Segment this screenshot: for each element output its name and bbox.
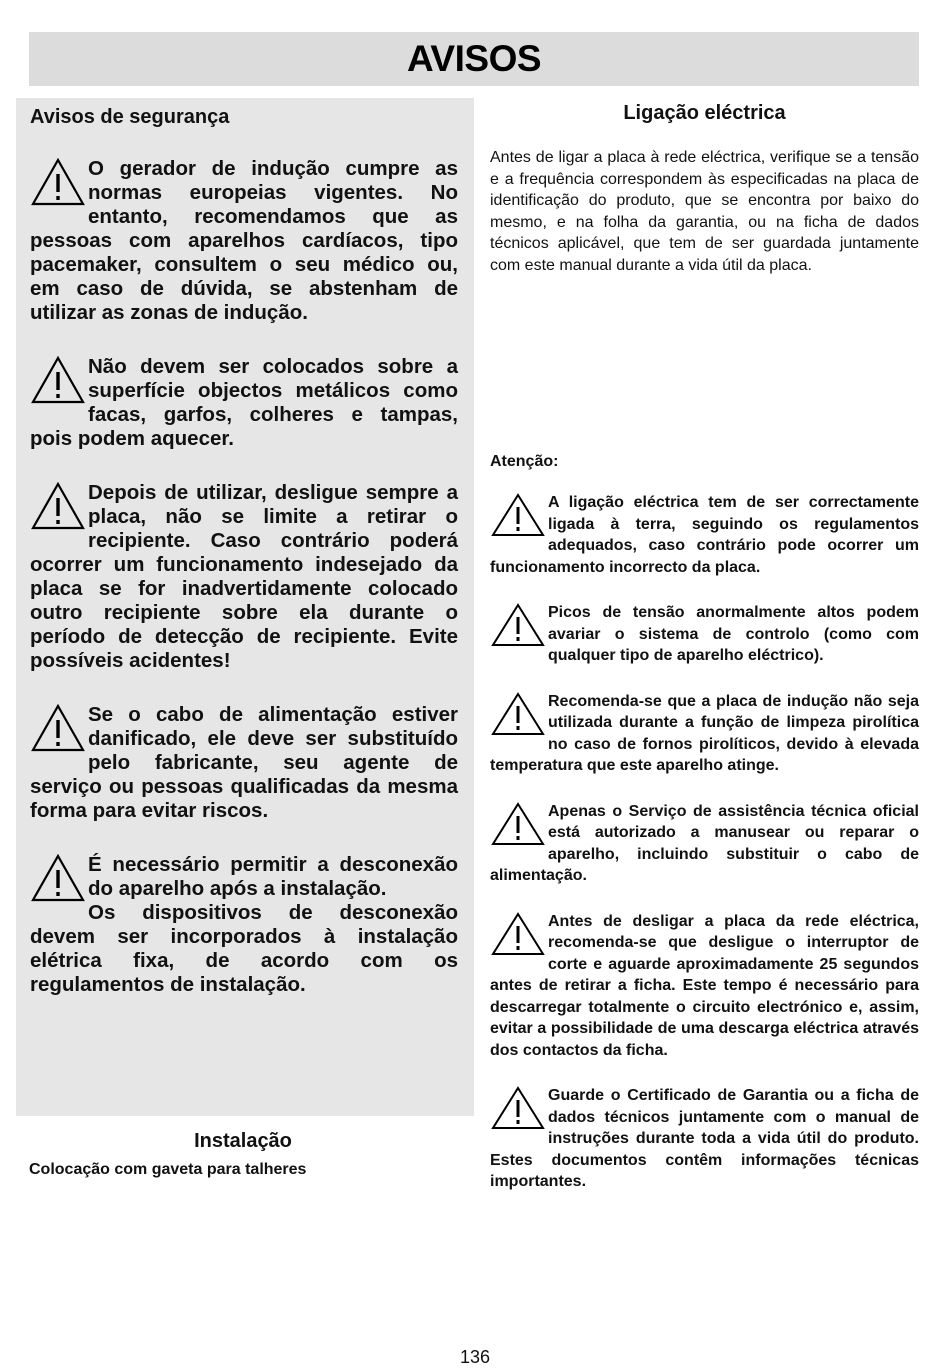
warning-triangle-icon	[490, 602, 546, 648]
warning-triangle-icon	[490, 492, 546, 538]
electrical-warning-5-text: Antes de desligar a placa da rede eléctrica, recomenda-se que desligue o interruptor de corte e aguarde aproximadamente 25 segundos antes de retirar a ficha. Este tempo é necessário para descarregar totalmente o circuito electrónico e, assim, evitar a possibilidade de uma descarga eléctrica através dos contactos da ficha.	[490, 912, 919, 1059]
electrical-warning-1-text: A ligação eléctrica tem de ser correctamente ligada à terra, seguindo os regulamentos adequados, caso contrário pode ocorrer um funcionamento incorrecto da placa.	[490, 494, 919, 576]
safety-warnings-title: Avisos de segurança	[30, 106, 230, 128]
installation-section	[29, 1130, 457, 1179]
safety-warnings-content	[30, 106, 458, 997]
safety-warning-4	[30, 703, 458, 823]
electrical-warning-2	[490, 602, 919, 667]
safety-warning-4-text: Se o cabo de alimentação estiver danificado, ele deve ser substituído pelo fabricante, seu agente de serviço ou pessoas qualificadas da mesma forma para evitar riscos.	[30, 703, 458, 822]
safety-warning-5	[30, 853, 458, 997]
electrical-warning-5	[490, 911, 919, 1062]
warning-triangle-icon	[490, 691, 546, 737]
electrical-warnings	[490, 492, 919, 1217]
electrical-warning-6	[490, 1085, 919, 1193]
warning-triangle-icon	[490, 1085, 546, 1131]
installation-subtitle: Colocação com gaveta para talheres	[29, 1161, 307, 1178]
electrical-warning-2-text: Picos de tensão anormalmente altos podem avariar o sistema de controlo (como com qualquer tipo de aparelho eléctrico).	[548, 604, 919, 664]
warning-triangle-icon	[30, 853, 86, 903]
electrical-connection-title: Ligação eléctrica	[623, 102, 786, 124]
safety-warning-1	[30, 157, 458, 325]
electrical-warning-3-text: Recomenda-se que a placa de indução não seja utilizada durante a função de limpeza pirolítica no caso de fornos pirolíticos, devido à elevada temperatura que este aparelho atinge.	[490, 692, 919, 774]
safety-warning-5-text: É necessário permitir a desconexão do aparelho após a instalação.	[88, 853, 458, 900]
page-number: 136	[459, 1347, 491, 1367]
electrical-connection-section	[490, 102, 919, 1190]
electrical-warning-4	[490, 801, 919, 887]
electrical-warning-3	[490, 691, 919, 777]
safety-warning-3	[30, 481, 458, 673]
attention-label: Atenção:	[490, 453, 559, 470]
warning-triangle-icon	[30, 355, 86, 405]
safety-warning-2-text: Não devem ser colocados sobre a superfície objectos metálicos como facas, garfos, colheres e tampas, pois podem aquecer.	[30, 355, 458, 450]
warning-triangle-icon	[30, 481, 86, 531]
installation-title: Instalação	[194, 1130, 292, 1152]
warning-triangle-icon	[490, 801, 546, 847]
safety-warnings-panel	[16, 98, 474, 1116]
safety-warning-1-text: O gerador de indução cumpre as normas europeias vigentes. No entanto, recomendamos que as pessoas com aparelhos cardíacos, tipo pacemaker, consultem o seu médico ou, em caso de dúvida, se abstenham de utilizar as zonas de indução.	[30, 157, 458, 324]
warning-triangle-icon	[30, 703, 86, 753]
electrical-warning-6-text: Guarde o Certificado de Garantia ou a ficha de dados técnicos juntamente com o manual de instruções durante toda a vida útil do produto. Estes documentos contêm informações técnicas importantes.	[490, 1087, 919, 1190]
safety-warning-5-extra-text: Os dispositivos de desconexão devem ser incorporados à instalação elétrica fixa, de acordo com os regulamentos de instalação.	[30, 901, 458, 996]
electrical-connection-intro: Antes de ligar a placa à rede eléctrica, verifique se a tensão e a frequência correspondem às especificadas na placa de identificação do produto, que se encontra por baixo do mesmo, e na folha da garantia, ou na ficha de dados técnicos aplicável, que tem de ser guardada juntamente com este manual durante a vida útil da placa.	[490, 149, 919, 274]
safety-warning-3-text: Depois de utilizar, desligue sempre a placa, não se limite a retirar o recipiente. Caso contrário poderá ocorrer um funcionamento indesejado da placa se for inadvertidamente colocado outro recipiente sobre ela durante o período de detecção de recipiente. Evite possíveis acidentes!	[30, 481, 458, 672]
header-bar	[29, 32, 919, 86]
warning-triangle-icon	[30, 157, 86, 207]
electrical-warning-1	[490, 492, 919, 578]
electrical-warning-4-text: Apenas o Serviço de assistência técnica oficial está autorizado a manusear ou reparar o aparelho, incluindo substituir o cabo de alimentação.	[490, 802, 919, 884]
warning-triangle-icon	[490, 911, 546, 957]
page-title: AVISOS	[406, 38, 542, 79]
safety-warning-2	[30, 355, 458, 451]
